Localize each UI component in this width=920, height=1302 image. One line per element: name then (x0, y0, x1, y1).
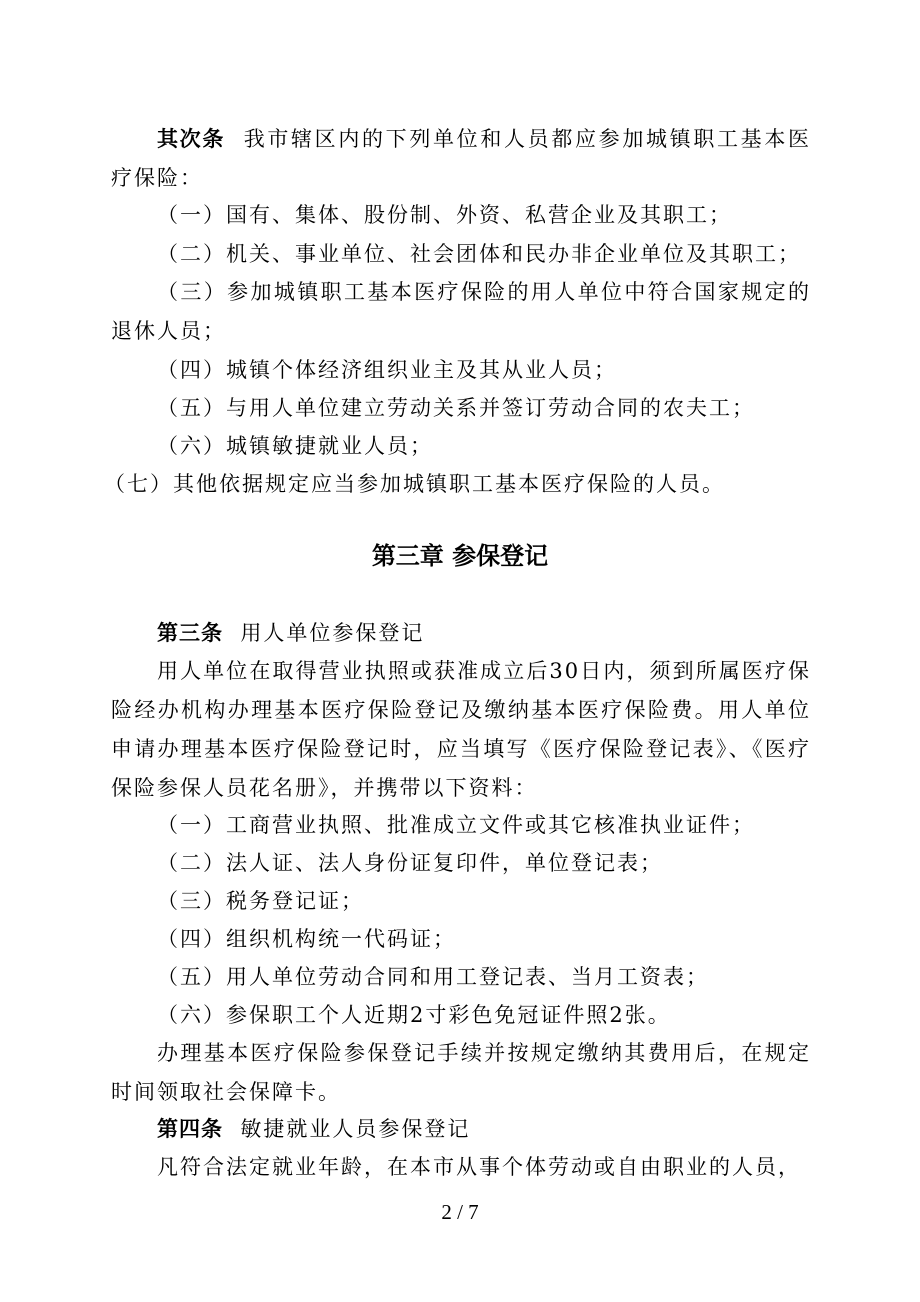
article-2-item-1: （一）国有、集体、股份制、外资、私营企业及其职工； (157, 203, 732, 227)
article-2-item-5: （五）与用人单位建立劳动关系并签订劳动合同的农夫工； (157, 396, 755, 420)
article-2-heading: 其次条 (157, 127, 225, 151)
article-3-title: 用人单位参保登记 (240, 621, 425, 645)
article-2-item-2: （二）机关、事业单位、社会团体和民办非企业单位及其职工； (157, 242, 801, 266)
article-3-item-5: （五）用人单位劳动合同和用工登记表、当月工资表； (157, 965, 709, 989)
article-2-item-7: （七）其他依据规定应当参加城镇职工基本医疗保险的人员。 (104, 472, 725, 496)
article-3-item-1: （一）工商营业执照、批准成立文件或其它核准执业证件； (157, 813, 755, 837)
article-3-closing: 办理基本医疗保险参保登记手续并按规定缴纳其费用后，在规定时间领取社会保障卡。 (111, 1041, 811, 1104)
chapter-title: 第三章 参保登记 (371, 542, 549, 570)
article-3-body: 用人单位在取得营业执照或获准成立后30日内，须到所属医疗保险经办机构办理基本医疗保险登记及缴纳基本医疗保险费。用人单位申请办理基本医疗保险登记时，应当填写《医疗保险登记表》、《医疗保险参保人员花名册》，并携带以下资料： (111, 659, 811, 800)
article-4-title: 敏捷就业人员参保登记 (240, 1117, 471, 1141)
article-2-text: 我市辖区内的下列单位和人员都应参加城镇职工基本医疗保险： (111, 127, 811, 190)
page-number: 2 / 7 (441, 1200, 479, 1224)
article-3-heading: 第三条 (157, 621, 223, 645)
article-2-intro (111, 120, 811, 198)
article-4-heading: 第四条 (157, 1117, 223, 1141)
article-4-body: 凡符合法定就业年龄，在本市从事个体劳动或自由职业的人员， (157, 1155, 801, 1179)
article-3-title-line (111, 614, 811, 653)
article-2-item-6: （六）城镇敏捷就业人员； (157, 434, 433, 458)
article-3-item-3: （三）税务登记证； (157, 889, 364, 913)
article-2-item-4: （四）城镇个体经济组织业主及其从业人员； (157, 358, 617, 382)
article-3-item-4: （四）组织机构统一代码证； (157, 927, 456, 951)
article-3-item-2: （二）法人证、法人身份证复印件，单位登记表； (157, 851, 663, 875)
article-2-item-3: （三）参加城镇职工基本医疗保险的用人单位中符合国家规定的退休人员； (111, 280, 811, 343)
article-3-item-6: （六）参保职工个人近期2寸彩色免冠证件照2张。 (157, 1003, 671, 1027)
article-4-title-line (111, 1110, 811, 1149)
